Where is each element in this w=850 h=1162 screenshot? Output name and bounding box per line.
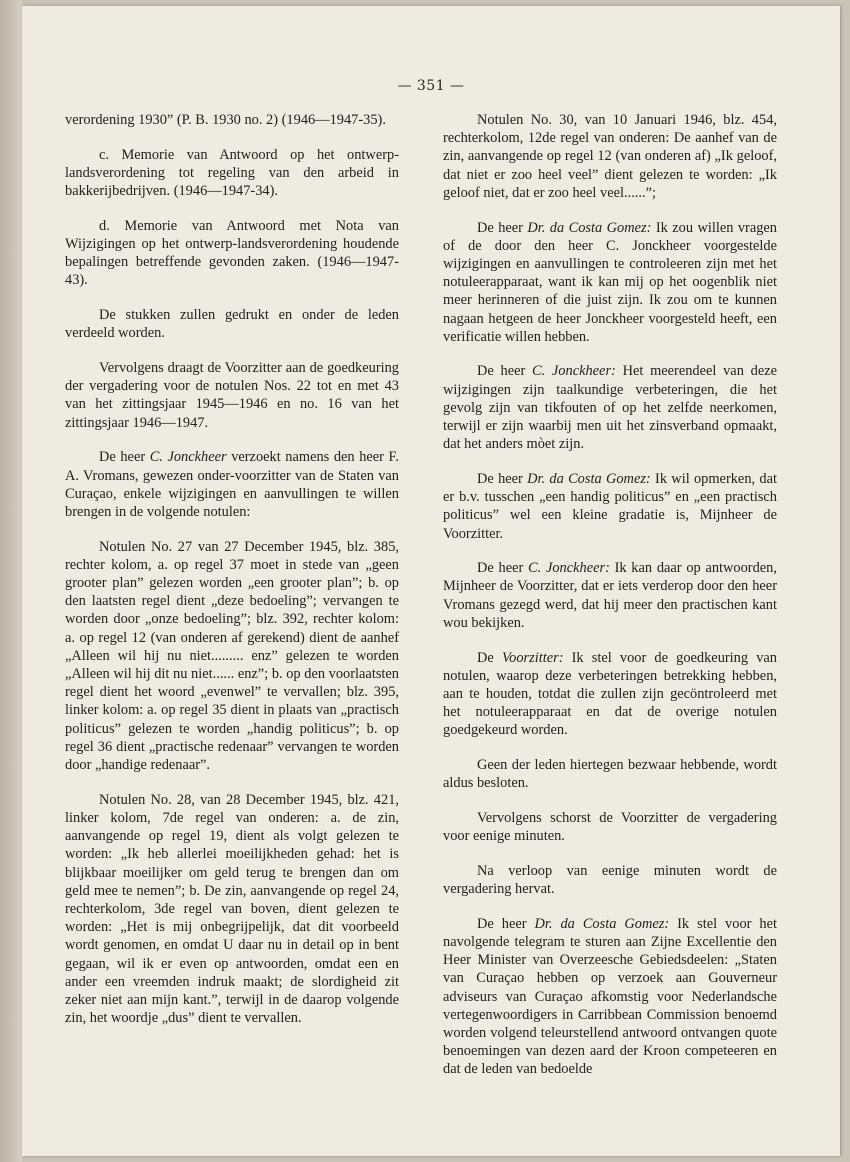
page-number: — 351 —: [397, 78, 465, 94]
text: Ik stel voor het navolgende telegram te sturen aan Zijne Excellentie den Heer Minister van Overzeesche Gebiedsdeelen: „Staten van Curaçao hebben op verzoek aan Gouverneur adviseurs van Curaçao afkomstig voor Nederlandsche vertegenwoordigers in Carribbean Commission benoemd worden volgend teleurstellend antwoord ontvangen quote benoemingen van dezen aard der Kroon competeeren en dat de leden van bedoelde: [443, 915, 777, 1078]
text: De heer: [477, 915, 535, 932]
speaker-name: C. Jonckheer:: [532, 363, 616, 380]
paragraph: Vervolgens draagt de Voorzitter aan de goedkeuring der vergadering voor de notulen Nos. 22 tot en met 43 van het zittingsjaar 1945—1946 en no. 16 van het zittingsjaar 1946—1947.: [65, 360, 399, 431]
right-column: [443, 111, 777, 1095]
paragraph: verordening 1930” (P. B. 1930 no. 2) (1946—1947-35).: [65, 112, 386, 128]
page-binding-edge: [0, 0, 22, 1162]
paragraph: Geen der leden hiertegen bezwaar hebbende, wordt aldus besloten.: [443, 757, 777, 792]
paragraph: [443, 470, 777, 543]
speaker-name: C. Jonckheer:: [528, 560, 610, 577]
text: Ik stel voor de goedkeuring van notulen, waarop deze verbeteringen betrekking hebben, aan te houden, totdat die zullen zijn gecöntroleerd met het notuleerapparaat en dat de overige notulen goedgekeurd worden.: [443, 649, 777, 739]
paragraph: Na verloop van eenige minuten wordt de vergadering hervat.: [443, 862, 777, 898]
paragraph: De stukken zullen gedrukt en onder de leden verdeeld worden.: [65, 307, 399, 342]
paragraph: Vervolgens schorst de Voorzitter de vergadering voor eenige minuten.: [443, 810, 777, 845]
paragraph: d. Memorie van Antwoord met Nota van Wijzigingen op het ontwerp-landsverordening houdende bepalingen betreffende gevonden zaken. (1946—1947-43).: [65, 217, 399, 289]
paragraph: Notulen No. 28, van 28 December 1945, blz. 421, linker kolom, 7de regel van onderen: a. de zin, aanvangende op regel 19, dient als volgt gelezen te worden: „Ik heb allerlei moeilijkheden gehad: het is blijkbaar moeilijker om geld terug te brengen dan om geld mee te nemen”; b. De zin, aanvangende op regel 24, rechterkolom, 3de regel van boven, dient gelezen te worden: „Het is mij onbegrijpelijk, dat dit voorbeeld wordt genomen, en omdat U daar nu in detail op in bent gegaan, wil ik er even op antwoorden, omdat een en ander een vreemden indruk maakt; de slordigheid zit zeker niet aan mijn kant.”, terwijl in de daarop volgende zin, het woordje „dus” dient te vervallen.: [65, 791, 399, 1027]
text: De: [477, 649, 502, 666]
paragraph: [443, 362, 777, 453]
text: Ik kan daar op antwoorden, Mijnheer de Voorzitter, dat er iets verderop door den heer Vromans gezegd werd, dat hij meer den practischen kant wou bekijken.: [443, 560, 777, 631]
paragraph: [443, 915, 777, 1079]
paragraph: Notulen No. 30, van 10 Januari 1946, blz. 454, rechterkolom, 12de regel van onderen: De aanhef van de zin, aanvangende op regel 12 (van onderen af) „Ik geloof, dat niet er zoo heel veel” dient gelezen te worden: „Ik geloof niet, dat er zoo heel veel......”;: [443, 112, 777, 201]
paragraph: [443, 559, 777, 632]
speaker-name: Dr. da Costa Gomez:: [527, 470, 651, 487]
text: Het meerendeel van deze wijzigingen zijn taalkundige verbeteringen, die het gevolg zijn van tikfouten of op het zelfde neerkomen, terwijl er zijn waarbij men uit het zinsverband opmaakt, dat het anders mòet zijn.: [443, 363, 777, 453]
text: De heer: [99, 449, 150, 466]
text: De heer: [477, 363, 532, 380]
speaker-name: Dr. da Costa Gomez:: [534, 915, 670, 932]
paragraph: [65, 448, 399, 521]
paragraph: Notulen No. 27 van 27 December 1945, blz. 385, rechter kolom, a. op regel 37 moet in stede van „geen grooter plan” gelezen worden „een grooter plan”; b. op den laatsten regel dient „deze bedoeling”; vervangen te worden door „onze bedoeling”; blz. 392, rechter kolom: a. op regel 12 (van onderen af gerekend) dient de aanhef „Alleen wil hij nu niet......... enz” gelezen te worden „Alleen wil hij dit nu niet...... enz”; b. op den voorlaatsten regel dient het woord „evenwel” te vervallen; blz. 395, linker kolom: a. op regel 35 dient in plaats van „practisch politicus” gelezen te worden „handig politicus”; b. op regel 36 dient „practische redenaar” vervangen te worden door „handige redenaar”.: [65, 538, 399, 774]
text: Ik wil opmerken, dat er b.v. tusschen „een handig politicus” en „een practisch politicus” wel een kleine gradatie is, Mijnheer de Voorzitter.: [443, 470, 777, 542]
speaker-name: Voorzitter:: [501, 649, 564, 666]
paragraph: [443, 649, 777, 740]
paragraph: c. Memorie van Antwoord op het ontwerp-landsverordening tot regeling van den arbeid in bakkerijbedrijven. (1946—1947-34).: [65, 146, 399, 200]
speaker-name: Dr. da Costa Gomez:: [527, 219, 652, 236]
document-page: [22, 6, 840, 1156]
left-column: [65, 111, 399, 1044]
text: De heer: [477, 560, 529, 577]
text: verzoekt namens den heer F. A. Vromans, gewezen onder-voorzitter van de Staten van Curaçao, enkele wijzigingen en aanvullingen te willen brengen in de volgende notulen:: [65, 449, 399, 520]
text: Ik zou willen vragen of de door den heer C. Jonckheer voorgestelde wijzigingen en aanvullingen te controleeren zijn met het notuleerapparaat, want ik kan mij op het oogenblik niet meer herinneren of die juist zijn. Ik zou om te kunnen nagaan hetgeen de heer Jonckheer voorgesteld heeft, een verificatie willen hebben.: [443, 219, 777, 345]
text: De heer: [477, 470, 528, 487]
paragraph: [443, 219, 777, 346]
speaker-name: C. Jonckheer: [149, 449, 227, 466]
text: De heer: [477, 219, 528, 236]
